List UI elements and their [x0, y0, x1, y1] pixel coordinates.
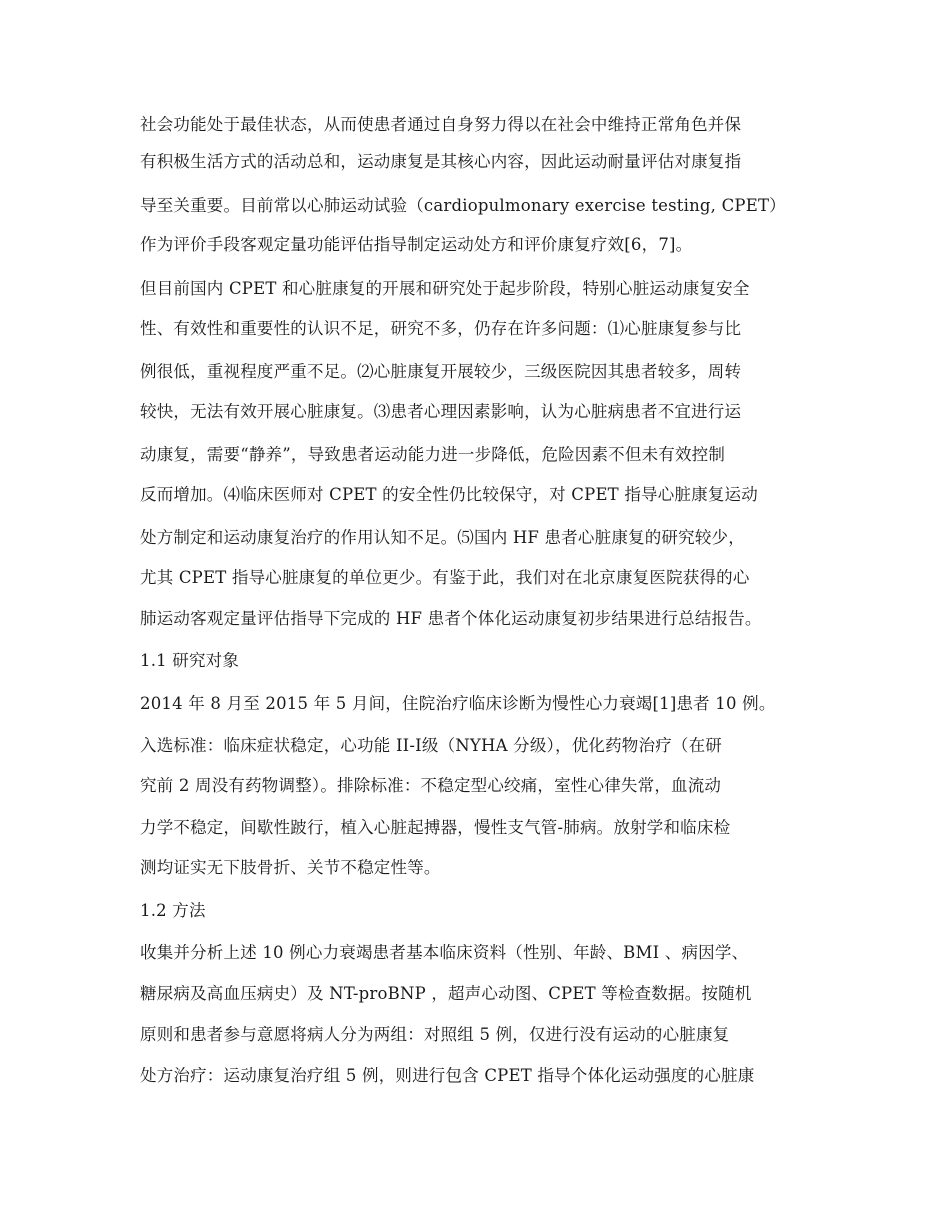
text-line: 例很低，重视程度严重不足。⑵心脏康复开展较少，三级医院因其患者较多，周转 — [140, 362, 742, 381]
text-line: 收集并分析上述 10 例心力衰竭患者基本临床资料（性别、年龄、BMI 、病因学、 — [140, 943, 749, 962]
text-line: 动康复，需要“静养”，导致患者运动能力进一步降低，危险因素不但未有效控制 — [140, 445, 726, 464]
text-line: 糖尿病及高血压病史）及 NT-proBNP ，超声心动图、CPET 等检查数据。按随机 — [140, 984, 752, 1003]
text-line: 尤其 CPET 指导心脏康复的单位更少。有鉴于此，我们对在北京康复医院获得的心 — [140, 568, 750, 587]
text-line: 作为评价手段客观定量功能评估指导制定运动处方和评价康复疗效[6，7]。 — [140, 235, 693, 254]
text-line: 反而增加。⑷临床医师对 CPET 的安全性仍比较保守，对 CPET 指导心脏康复运动 — [140, 485, 758, 504]
section-heading: 1.1 研究对象 — [140, 651, 240, 670]
text-line: 处方治疗：运动康复治疗组 5 例，则进行包含 CPET 指导个体化运动强度的心脏康 — [140, 1066, 755, 1085]
text-line: 入选标准：临床症状稳定，心功能 II-I级（NYHA 分级），优化药物治疗（在研 — [140, 736, 723, 755]
text-line: 究前 2 周没有药物调整）。排除标准：不稳定型心绞痛，室性心律失常，血流动 — [140, 776, 722, 795]
text-line: 原则和患者参与意愿将病人分为两组：对照组 5 例，仅进行没有运动的心脏康复 — [140, 1025, 730, 1044]
text-line: 社会功能处于最佳状态，从而使患者通过自身努力得以在社会中维持正常角色并保 — [140, 115, 742, 134]
section-heading: 1.2 方法 — [140, 901, 206, 920]
text-line: 较快，无法有效开展心脏康复。⑶患者心理因素影响，认为心脏病患者不宜进行运 — [140, 402, 742, 421]
text-line: 导至关重要。目前常以心肺运动试验（cardiopulmonary exercise testing, CPET） — [140, 196, 786, 215]
text-line: 但目前国内 CPET 和心脏康复的开展和研究处于起步阶段，特别心脏运动康复安全 — [140, 279, 750, 298]
text-line: 肺运动客观定量评估指导下完成的 HF 患者个体化运动康复初步结果进行总结报告。 — [140, 609, 762, 628]
text-line: 2014 年 8 月至 2015 年 5 月间，住院治疗临床诊断为慢性心力衰竭[1]患者 10 例。 — [140, 694, 776, 713]
text-line: 处方制定和运动康复治疗的作用认知不足。⑸国内 HF 患者心脏康复的研究较少， — [140, 528, 745, 547]
text-line: 有积极生活方式的活动总和，运动康复是其核心内容，因此运动耐量评估对康复指 — [140, 152, 742, 171]
text-line: 测均证实无下肢骨折、关节不稳定性等。 — [140, 858, 441, 877]
text-line: 力学不稳定，间歇性跛行，植入心脏起搏器，慢性支气管-肺病。放射学和临床检 — [140, 818, 731, 837]
text-line: 性、有效性和重要性的认识不足，研究不多，仍存在许多问题：⑴心脏康复参与比 — [140, 319, 742, 338]
